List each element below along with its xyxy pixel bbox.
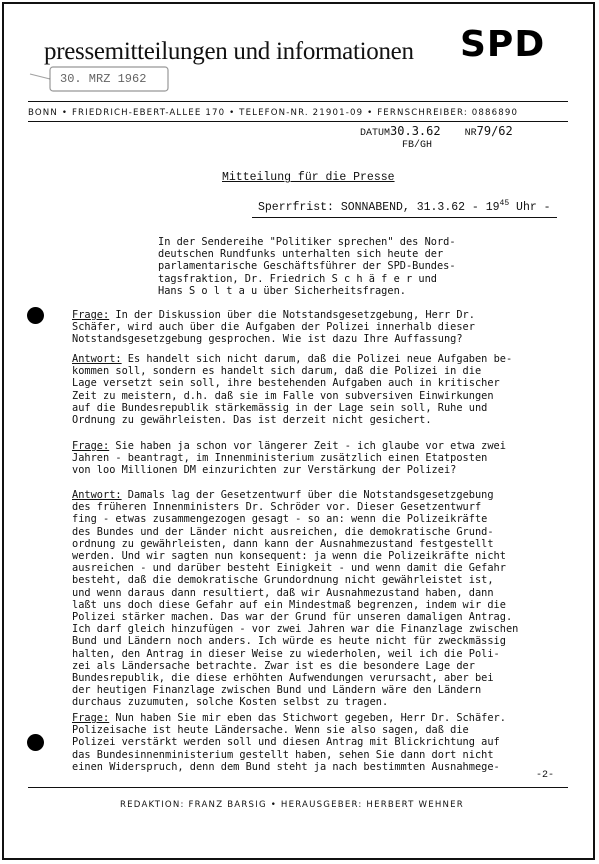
embargo-line: [258, 199, 551, 214]
embargo-suffix: Uhr -: [509, 200, 551, 214]
punch-hole-icon: [27, 307, 44, 324]
masthead-rule-bottom: [28, 121, 568, 122]
datum-value: 30.3.62: [390, 124, 441, 138]
qa-text: Damals lag der Gesetzentwurf über die Notstandsgesetzgebung des früheren Innenministers Dr. Schröder vor. Dieser Gesetzentwurf fing - etwas zusammengezogen gesagt - so an: wenn die Polizeikräfte des Bundes und der Länder nicht ausreichen, die demokratische Grund- ordnung zu gewährleisten, dann kann der Ausnahmezustand festgestellt werden. Und wir sagten nun konsequent: ja wenn die Polizeikräfte nicht ausreichen - und darüber besteht Einigkeit - und wenn damit die Gefahr besteht, daß die demokratische Grundordnung nicht gewährleistet ist, und wenn daraus dann resultiert, daß wir Ausnahmezustand haben, dann laßt uns doch diese Gefahr auf ein Mindestmaß begrenzen, indem wir die Polizei stärker machen. Das war der Grund für unseren damaligen Antrag. Ich darf gleich hinzufügen - vor zwei Jahren war die Finanzlage zwischen Bund und Ländern noch anders. Ich würde es heute nicht für zweckmässig halten, den Antrag in dieser Weise zu wiederholen, weil ich die Poli- zei als Ländersache betrachte. Zwar ist es die besondere Lage der Bundesrepublik, die diese erhöhten Aufwendungen verursacht, aber bei der heutigen Finanzlage zwischen Bund und Ländern wäre den Ländern durchaus zuzumuten, solche Kosten selbst zu tragen.: [72, 489, 519, 709]
qa-label: Frage:: [72, 440, 110, 452]
qa-answer-1: [72, 353, 566, 426]
embargo-rule: [252, 217, 557, 218]
spd-logo: SPD: [460, 24, 546, 65]
qa-answer-2: [72, 489, 566, 709]
qa-text: In der Diskussion über die Notstandsgesetzgebung, Herr Dr. Schäfer, wird auch über die Aufgaben der Polizei innerhalb dieser Notstandsgesetzgebung gesprochen. Wie ist dazu Ihre Auffassung?: [72, 309, 475, 346]
embargo-prefix: Sperrfrist: SONNABEND, 31.3.62 - 19: [258, 200, 500, 214]
qa-question-3: [72, 712, 566, 773]
nr-value: 79/62: [476, 124, 513, 138]
address-line: BONN • FRIEDRICH-EBERT-ALLEE 170 • TELEFON-NR. 21901-09 • FERNSCHREIBER: 0886890: [28, 108, 519, 118]
qa-label: Frage:: [72, 309, 110, 321]
datum-block: [360, 125, 513, 152]
qa-label: Antwort:: [72, 353, 122, 365]
footer-credits: REDAKTION: FRANZ BARSIG • HERAUSGEBER: HERBERT WEHNER: [120, 800, 464, 810]
qa-question-2: [72, 440, 566, 477]
masthead-rule-top: [28, 101, 568, 102]
datum-label: DATUM: [360, 128, 391, 139]
nr-label: NR: [464, 128, 477, 139]
qa-text: Nun haben Sie mir eben das Stichwort gegeben, Herr Dr. Schäfer. Polizeisache ist heute Ländersache. Wenn sie also sagen, daß die Polizei verstärkt werden soll und diesen Antrag mit Blickrichtung auf das Bundesinnenministerium gestellt haben, sehen Sie dann dort nicht einen Widerspruch, denn dem Bund steht ja nach bestimmten Ausnahmege-: [72, 712, 506, 773]
qa-question-1: [72, 309, 566, 346]
qa-label: Frage:: [72, 712, 110, 724]
qa-text: Es handelt sich nicht darum, daß die Polizei neue Aufgaben be- kommen soll, sondern es handelt sich darum, daß die Polizei in die Lage versetzt sein soll, ihre bestehenden Aufgaben auch in kritischer Zeit zu meistern, d.h. daß sie im Falle von subversiven Einwirkungen auf die Bundesrepublik stärkemässig in der Lage sein soll, Ruhe und Ordnung zu gewährleisten. Das ist derzeit nicht gesichert.: [72, 353, 513, 427]
qa-text: Sie haben ja schon vor längerer Zeit - ich glaube vor etwa zwei Jahren - beantragt, im Innenministerium zusätzlich einen Etatposten von loo Millionen DM einzurichten zur Verstärkung der Polizei?: [72, 440, 506, 477]
date-stamp-text: 30. MRZ 1962: [60, 72, 147, 86]
punch-hole-icon: [27, 734, 44, 751]
headline: Mitteilung für die Presse: [222, 171, 395, 184]
embargo-superscript: 45: [499, 199, 510, 208]
intro-paragraph: In der Sendereihe "Politiker sprechen" des Nord- deutschen Rundfunks unterhalten sich heute der parlamentarische Geschäftsführer der SPD-Bundes- tagsfraktion, Dr. Friedrich S c h ä f e r und Hans S o l t a u über Sicherheitsfragen.: [158, 236, 456, 297]
page-continuation: -2-: [536, 770, 555, 781]
masthead-title: pressemitteilungen und informationen: [44, 38, 414, 65]
qa-label: Antwort:: [72, 489, 122, 501]
footer-rule: [28, 787, 568, 788]
initials: FB/GH: [402, 140, 433, 151]
